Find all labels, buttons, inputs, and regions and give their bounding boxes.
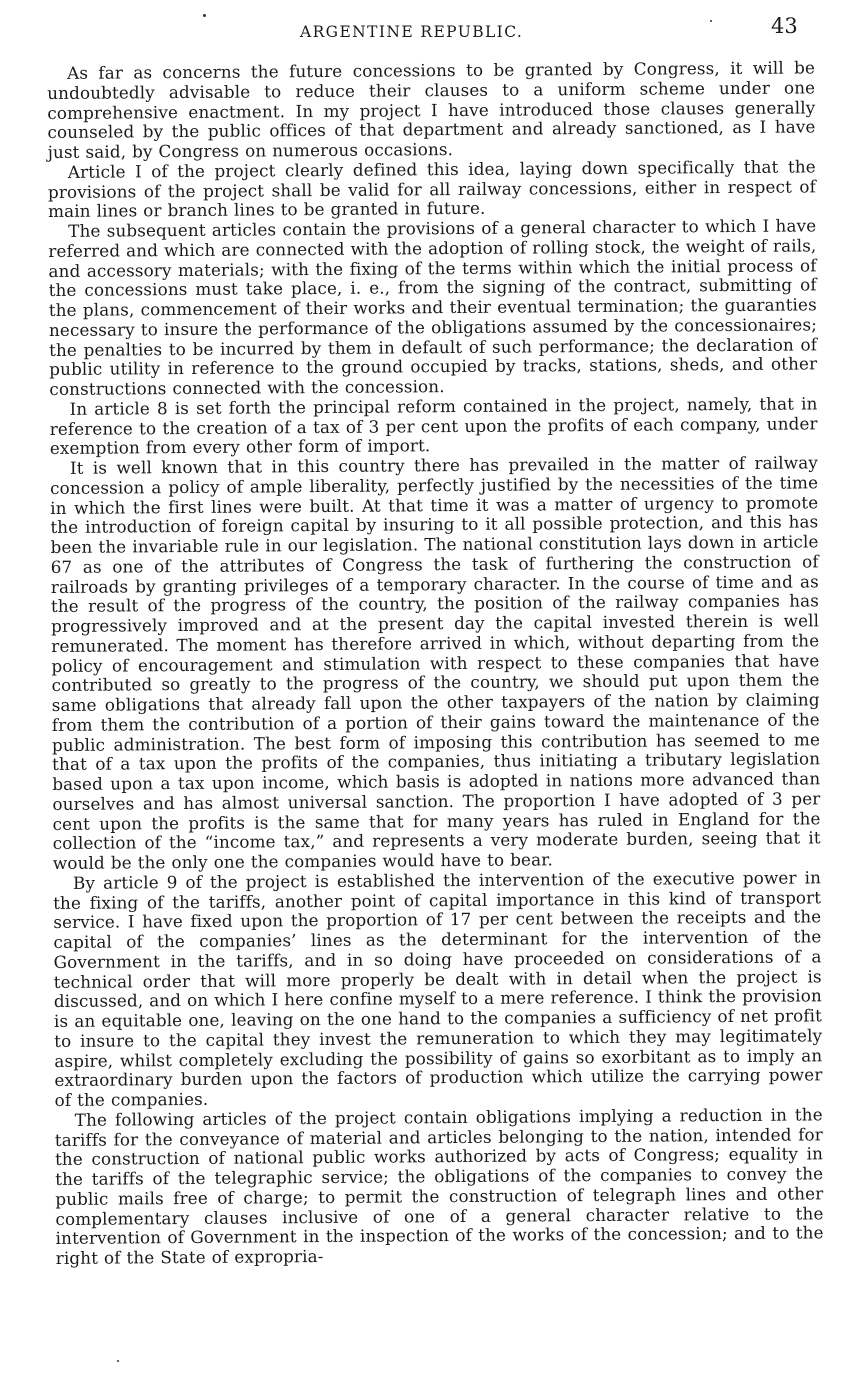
paragraph: In article 8 is set forth the principal reform contained in the project, namely, that in reference to the creation of a tax of 3 per cent upon the profits of each company, under exemption from every other form of import. bbox=[49, 393, 818, 459]
paragraph: The subsequent articles contain the provisions of a general character to which I have referred and which are connected with the adoption of rolling stock, the weight of rails, and accessory materials; with the fixing of the terms within which the initial process of the concessions must take place, i. e., from the signing of the contract, submitting of the plans, commencement of their works and their eventual termination; the guaranties necessary to insure the performance of the obligations assumed by the concessionaires; the penalties to be incurred by them in default of such performance; the declaration of public utility in reference to the ground occupied by tracks, stations, sheds, and other constructions connected with the concession. bbox=[48, 215, 818, 399]
print-speck bbox=[203, 14, 206, 17]
print-speck bbox=[710, 20, 712, 22]
paragraph: The following articles of the project contain obligations implying a reduction in the tariffs for the conveyance of material and articles belonging to the nation, intended for the construction of national public works authorized by acts of Congress; equality in the tariffs of the telegraphic service; the obligations of the companies to convey the public mails free of charge; to permit the construction of telegraph lines and other complementary clauses inclusive of one of a general character relative to the intervention of Government in the inspection of the works of the concession; and to the right of the State of expropria- bbox=[54, 1104, 824, 1268]
paragraph: By article 9 of the project is established the intervention of the executive power in the fixing of the tariffs, another point of capital importance in this kind of transport service. I have fixed upon the proportion of 17 per cent between the receipts and the capital of the companies’ lines as the determinant for the intervention of the Government in the tariffs, and in so doing have proceeded on considerations of a technical order that will more properly be dealt with in detail when the project is discussed, and on which I here confine myself to a mere reference. I think the provision is an equitable one, leaving on the one hand to the companies a sufficiency of net profit to insure to the capital they invest the remuneration to which they may legitimately aspire, whilst completely excluding the possibility of gains so exorbitant as to imply an extraordinary burden upon the factors of production which utilize the carrying power of the companies. bbox=[53, 867, 823, 1110]
running-title: ARGENTINE REPUBLIC. bbox=[300, 23, 524, 41]
page-number: 43 bbox=[771, 14, 798, 38]
paragraph: It is well known that in this country there has prevailed in the matter of railway concession a policy of ample liberality, perfectly justified by the necessities of the time in which the first lines were built. At that time it was a matter of urgency to promote the introduction of foreign capital by insuring to it all possible protection, and this has been the invariable rule in our legislation. The national constitution lays down in article 67 as one of the attributes of Congress the task of furthering the construction of railroads by granting privileges of a temporary character. In the course of time and as the result of the progress of the country, the position of the railway companies has progressively improved and at the present day the capital invested therein is well remunerated. The moment has therefore arrived in which, without departing from the policy of encouragement and stimulation with respect to these companies that have contributed so greatly to the progress of the country, we should put upon them the same obligations that already fall upon the other taxpayers of the nation by claiming from them the contribution of a portion of their gains toward the maintenance of the public administration. The best form of imposing this contribution has seemed to me that of a tax upon the profits of the companies, thus initiating a tributary legislation based upon a tax upon income, which basis is adopted in nations more advanced than ourselves and has almost universal sanction. The proportion I have adopted of 3 per cent upon the profits is the same that for many years has ruled in England for the collection of the “income tax,” and represents a very moderate burden, seeing that it would be the only one the companies would have to bear. bbox=[50, 452, 821, 873]
paragraph: As far as concerns the future concessions to be granted by Congress, it will be undoubtedly advisable to reduce their clauses to a uniform scheme under one comprehensive enactment. In my project I have introduced those clauses generally counseled by the public offices of that department and already sanctioned, as I have just said, by Congress on numerous occasions. bbox=[47, 57, 816, 162]
body-text bbox=[47, 58, 824, 1268]
paragraph: Article I of the project clearly defined this idea, laying down specifically that the provisions of the project shall be valid for all railway concessions, either in respect of main lines or branch lines to be granted in future. bbox=[47, 156, 816, 222]
print-speck bbox=[117, 1360, 119, 1362]
